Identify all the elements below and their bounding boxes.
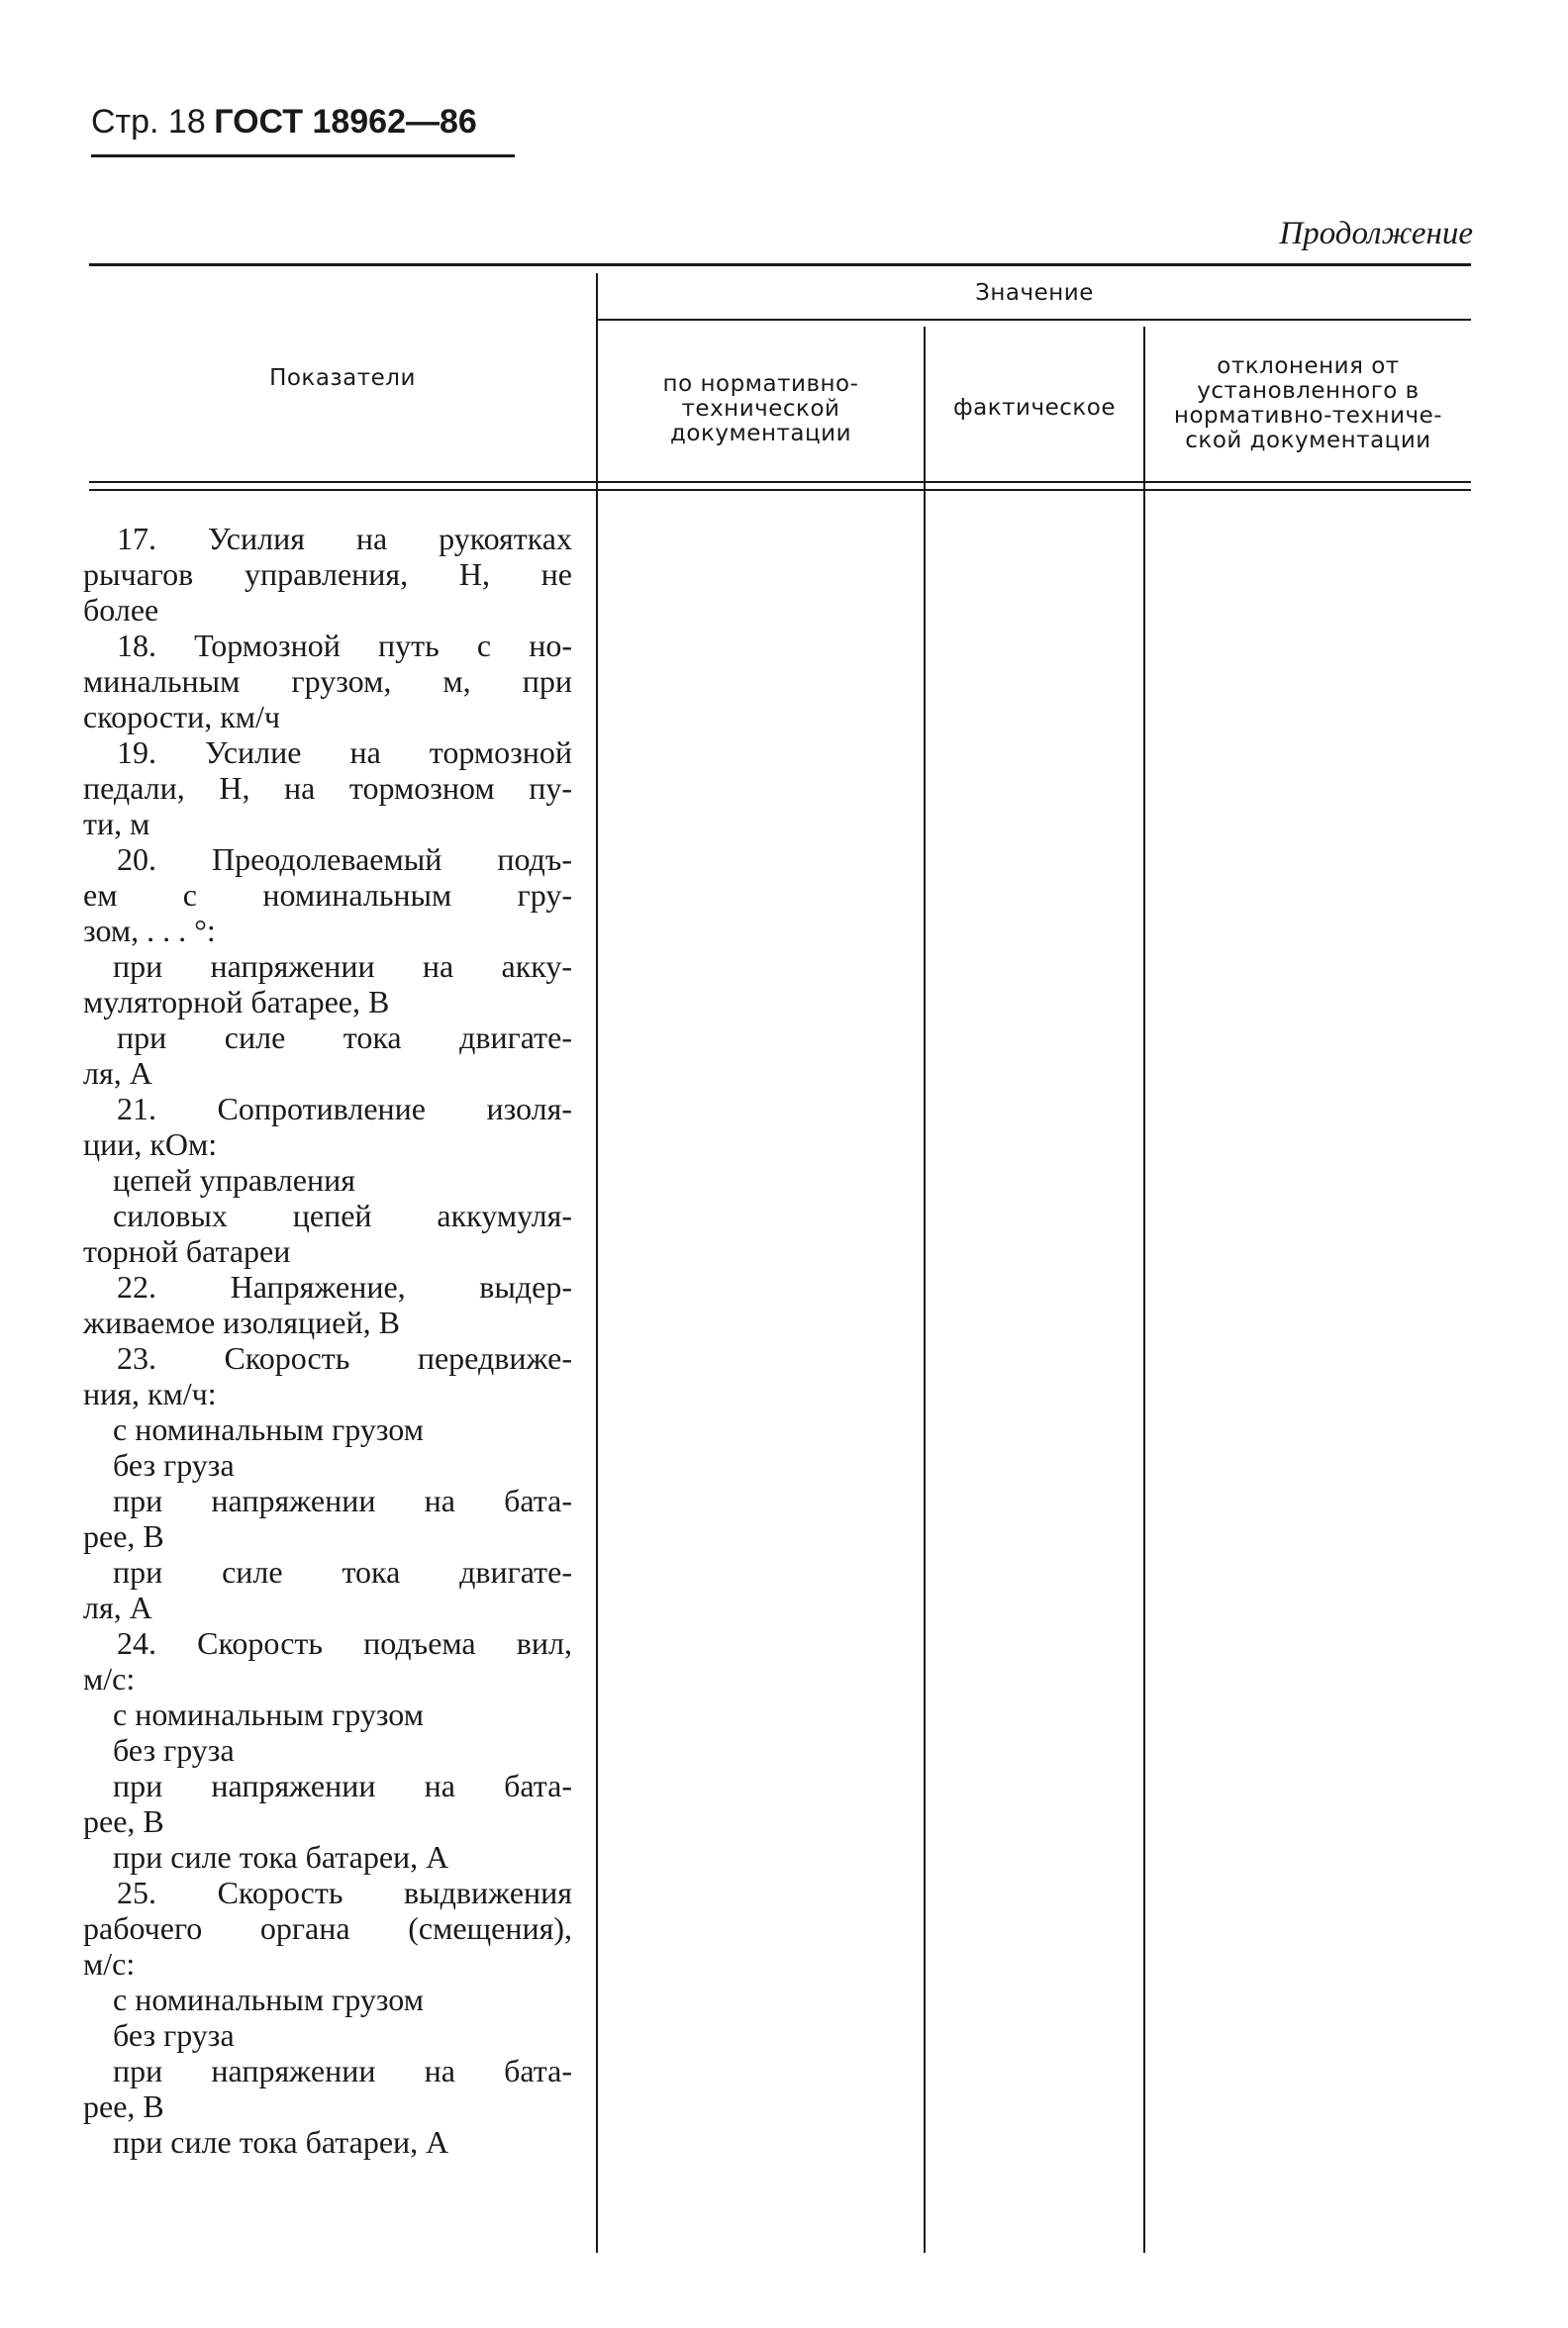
- header-double-rule-1: [89, 481, 1471, 483]
- indicator-line: при силе тока батареи, А: [113, 2124, 449, 2160]
- indicator-line: при напряжении на бата-: [113, 1768, 572, 1803]
- indicator-line: ти, м: [83, 806, 150, 841]
- header-deviation-line: установленного в: [1197, 378, 1420, 404]
- indicator-line: при силе тока двигате-: [113, 1554, 572, 1590]
- indicator-line: 21. Сопротивление изоля-: [117, 1091, 572, 1126]
- indicator-line: 25. Скорость выдвижения: [117, 1875, 572, 1910]
- indicator-line: рабочего органа (смещения),: [83, 1910, 572, 1946]
- indicator-line: без груза: [113, 1447, 235, 1483]
- indicator-line: цепей управления: [113, 1162, 355, 1198]
- continuation-label: Продолжение: [1279, 216, 1473, 251]
- indicator-line: торной батареи: [83, 1233, 291, 1269]
- header-normative-line: документации: [669, 421, 852, 446]
- indicator-line: 22. Напряжение, выдер-: [117, 1269, 572, 1305]
- page-header: [91, 103, 477, 142]
- header-value: Значение: [975, 280, 1094, 306]
- indicator-line: 18. Тормозной путь с но-: [117, 628, 572, 663]
- indicator-line: ля, А: [83, 1055, 152, 1091]
- indicator-line: 24. Скорость подъема вил,: [117, 1625, 572, 1661]
- indicator-line: при напряжении на бата-: [113, 1483, 572, 1518]
- indicator-line: с номинальным грузом: [113, 1411, 424, 1447]
- header-normative-line: технической: [681, 396, 840, 422]
- indicator-line: 23. Скорость передвиже-: [117, 1340, 572, 1376]
- indicator-line: скорости, км/ч: [83, 699, 281, 734]
- indicator-line: без груза: [113, 1732, 235, 1768]
- indicator-line: педали, Н, на тормозном пу-: [83, 770, 572, 806]
- indicator-line: с номинальным грузом: [113, 1982, 424, 2017]
- indicator-line: с номинальным грузом: [113, 1697, 424, 1732]
- indicator-line: ния, км/ч:: [83, 1376, 217, 1411]
- indicator-line: ции, кОм:: [83, 1126, 218, 1162]
- header-double-rule-2: [89, 489, 1471, 491]
- indicator-line: при напряжении на акку-: [113, 948, 572, 984]
- indicator-line: рее, В: [83, 2088, 164, 2124]
- column-divider-3: [1143, 327, 1145, 2253]
- indicator-line: 20. Преодолеваемый подъ-: [117, 841, 572, 877]
- indicator-line: рее, В: [83, 1518, 164, 1554]
- header-underline: [91, 154, 515, 157]
- indicator-line: муляторной батарее, В: [83, 984, 390, 1019]
- indicator-line: без груза: [113, 2017, 235, 2053]
- header-indicators: Показатели: [269, 365, 416, 391]
- indicator-line: более: [83, 592, 159, 628]
- indicator-line: ем с номинальным гру-: [83, 877, 572, 913]
- indicator-line: рее, В: [83, 1803, 164, 1839]
- indicator-line: 19. Усилие на тормозной: [117, 734, 572, 770]
- indicator-line: ля, А: [83, 1590, 152, 1625]
- indicator-line: зом, . . . °:: [83, 913, 216, 948]
- indicator-line: рычагов управления, Н, не: [83, 556, 572, 592]
- header-normative-line: по нормативно-: [662, 371, 859, 397]
- column-divider-1: [596, 273, 598, 2253]
- header-normative: [598, 372, 924, 446]
- header-deviation: [1145, 354, 1471, 453]
- indicator-line: м/с:: [83, 1946, 136, 1982]
- page-number: Стр. 18: [91, 103, 206, 141]
- header-actual: фактическое: [953, 395, 1116, 421]
- table-top-rule: [89, 263, 1471, 266]
- indicator-list: [83, 521, 572, 2160]
- column-divider-2: [924, 327, 926, 2253]
- header-deviation-line: нормативно-техниче-: [1173, 403, 1443, 429]
- indicator-line: силовых цепей аккумуля-: [113, 1198, 572, 1233]
- indicator-line: при силе тока двигате-: [117, 1019, 572, 1055]
- value-group-rule: [597, 319, 1471, 321]
- header-deviation-line: ской документации: [1185, 428, 1431, 453]
- header-deviation-line: отклонения от: [1217, 353, 1400, 379]
- standard-number: ГОСТ 18962—86: [214, 103, 477, 141]
- indicator-line: при напряжении на бата-: [113, 2053, 572, 2088]
- indicator-line: 17. Усилия на рукоятках: [117, 521, 572, 556]
- indicator-line: живаемое изоляцией, В: [83, 1305, 400, 1340]
- indicator-line: при силе тока батареи, А: [113, 1839, 449, 1875]
- indicator-line: минальным грузом, м, при: [83, 663, 572, 699]
- indicator-line: м/с:: [83, 1661, 136, 1697]
